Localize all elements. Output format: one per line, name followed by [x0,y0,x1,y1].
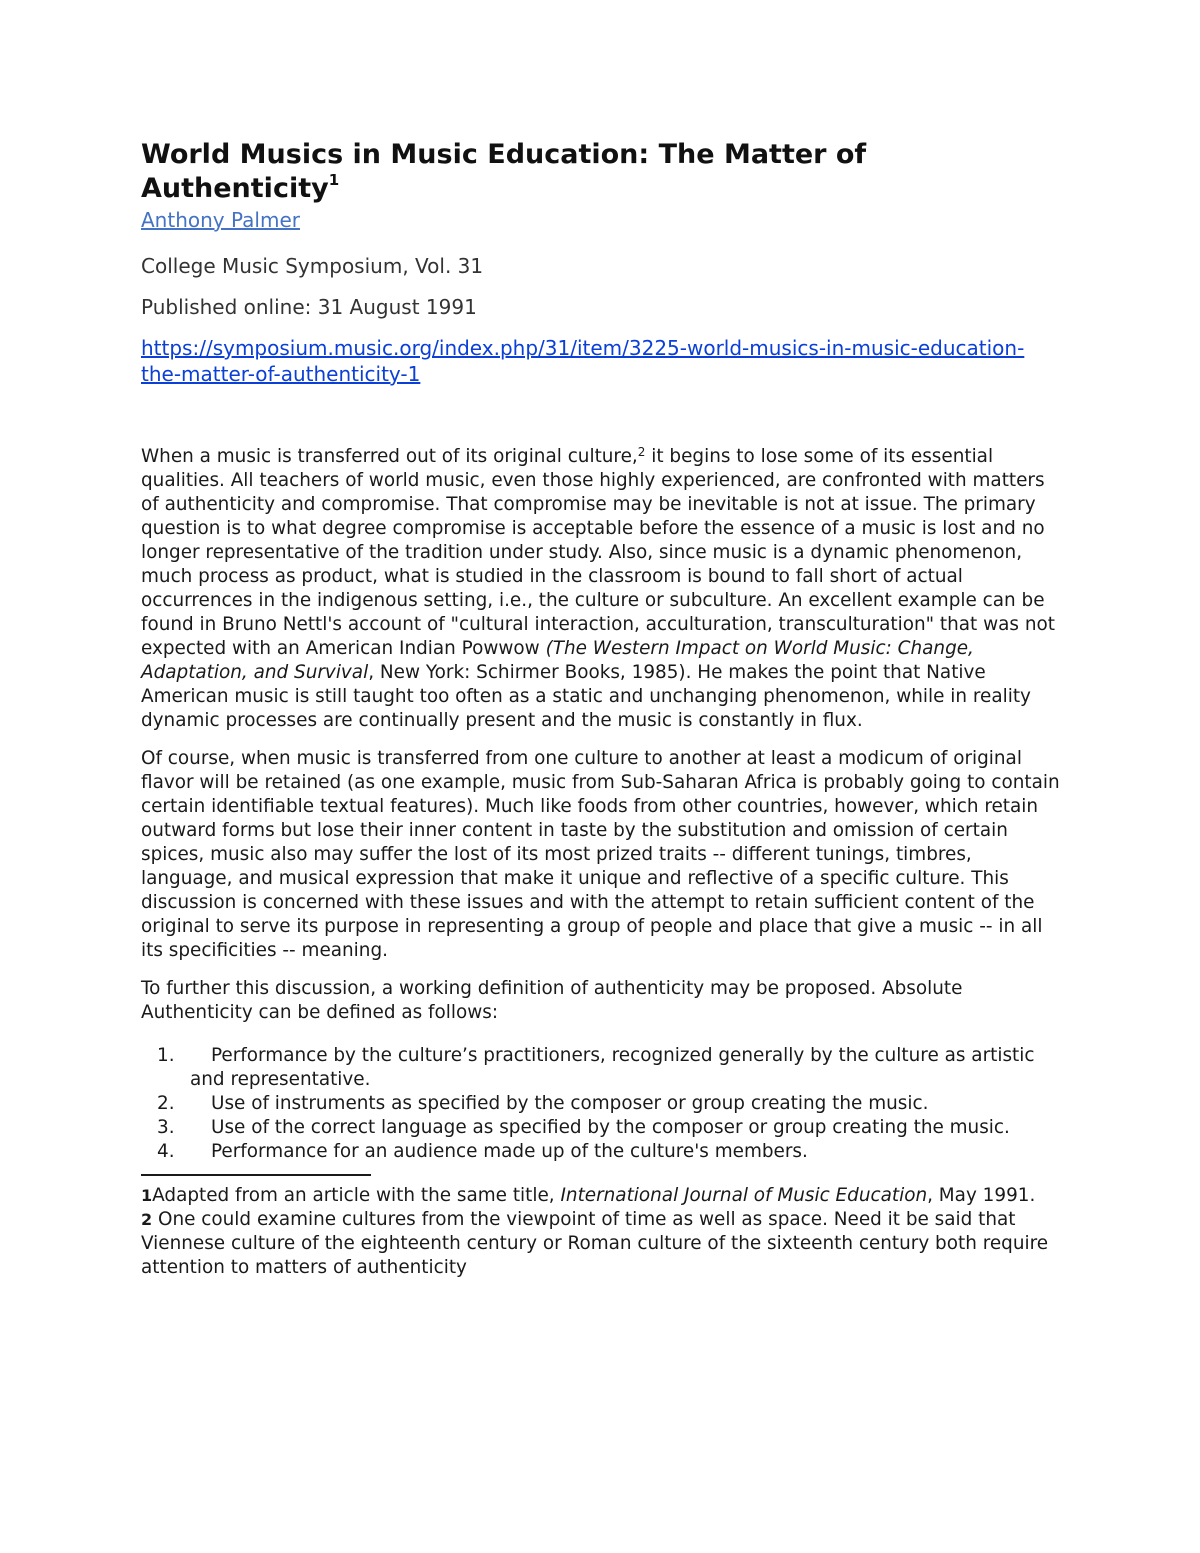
footnote-divider [141,1174,371,1176]
footnote-1 [141,1184,1061,1208]
footnote-1-number: 1 [141,1186,153,1205]
footnote-ref-2[interactable]: 2 [637,445,646,459]
footnote-1-journal: International Journal of Music Education [560,1185,928,1206]
footnote-1-text-a: Adapted from an article with the same title, [152,1185,561,1206]
body-paragraph-3: To further this discussion, a working definition of authenticity may be proposed. Absolute Authenticity can be defined as follows: [141,978,963,1023]
footnote-2-text: One could examine cultures from the viewpoint of time as well as space. Need it be said that Viennese culture of the eighteenth century or Roman culture of the sixteenth century both require attention to matters of authenticity [141,1209,1049,1278]
body-paragraph-1 [141,445,1061,733]
book-title: (The Western Impact on World Music: Change, Adaptation, and Survival [141,638,974,683]
body-paragraph-2: Of course, when music is transferred from one culture to another at least a modicum of original flavor will be retained (as one example, music from Sub-Saharan Africa is probably going to contain certain identifiable textual features). Much like foods from other countries, however, which retain outward forms but lose their inner content in taste by the substitution and omission of certain spices, music also may suffer the lost of its most prized traits -- different tunings, timbres, language, and musical expression that make it unique and reflective of a specific culture. This discussion is concerned with these issues and with the attempt to retain sufficient content of the original to serve its purpose in representing a group of people and place that give a music -- in all its specificities -- meaning. [141,748,1060,961]
list-item [141,1092,1061,1116]
list-item [141,1116,1061,1140]
p1-text-b: it begins to lose some of its essential qualities. All teachers of world music, even those highly experienced, are confronted with matters of authenticity and compromise. That compromise may be inevitable is not at issue. The primary question is to what degree compromise is acceptable before the essence of a music is lost and no longer representative of the tradition under study. Also, since music is a dynamic phenomenon, much process as product, what is studied in the classroom is bound to fall short of actual occurrences in the indigenous setting, i.e., the culture or subculture. An excellent example can be found in Bruno Nettl's account of "cultural interaction, acculturation, transculturation" that was not expected with an American Indian Powwow [141,446,1055,659]
list-item-text: Performance for an audience made up of the culture's members. [211,1141,808,1162]
list-item-number: 2. [157,1093,175,1114]
title-footnote-ref[interactable]: 1 [328,171,340,189]
list-item-text: Performance by the culture’s practitioners, recognized generally by the culture as artistic and representative. [190,1045,1035,1090]
list-item-text: Use of the correct language as specified by the composer or group creating the music. [211,1117,1010,1138]
list-item-number: 1. [157,1045,175,1066]
article-url-link[interactable]: https://symposium.music.org/index.php/31/item/3225-world-musics-in-music-education-the-matter-of-authenticity-1 [141,336,1025,386]
p1-text-c: , New York: Schirmer Books, 1985). He makes the point that Native American music is still taught too often as a static and unchanging phenomenon, while in reality dynamic processes are continually present and the music is constantly in flux. [141,662,1031,731]
article-title [141,138,1061,206]
footnote-2 [141,1208,1061,1280]
p1-text-a: When a music is transferred out of its original culture, [141,446,638,467]
author-link[interactable]: Anthony Palmer [141,208,300,232]
journal-info: College Music Symposium, Vol. 31 [141,254,484,278]
footnote-2-number: 2 [141,1210,153,1229]
article-title-text: World Musics in Music Education: The Matter of Authenticity [141,139,867,204]
footnote-1-text-b: , May 1991. [927,1185,1036,1206]
list-item [141,1044,1061,1092]
publish-date: Published online: 31 August 1991 [141,295,477,319]
document-content [141,138,1061,1280]
authenticity-criteria-list [141,1044,1061,1164]
list-item-text: Use of instruments as specified by the composer or group creating the music. [211,1093,929,1114]
list-item-number: 4. [157,1141,175,1162]
list-item-number: 3. [157,1117,175,1138]
list-item [141,1140,1061,1164]
